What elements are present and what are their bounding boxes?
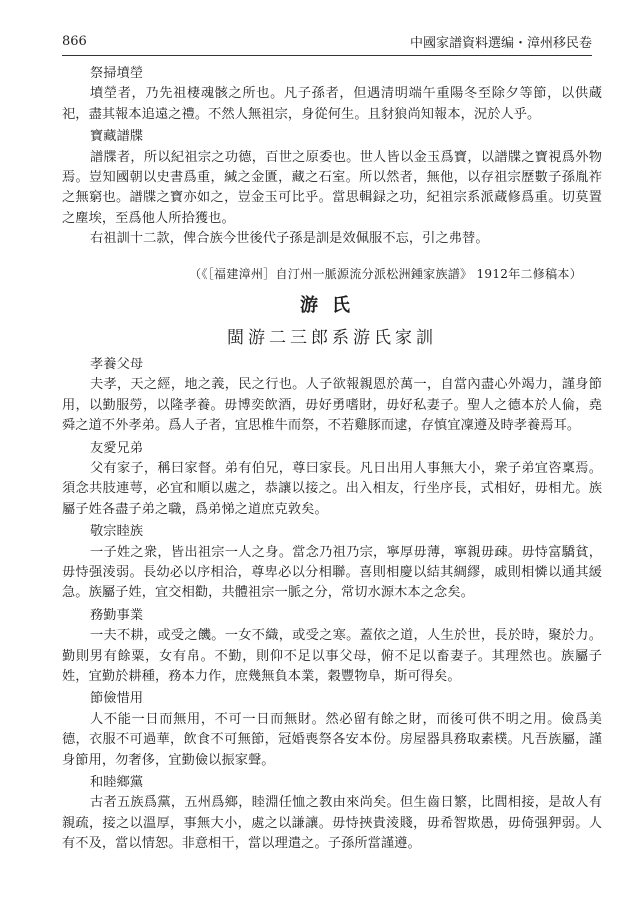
rule-paragraph: 夫孝，天之經，地之義，民之行也。人子欲報親恩於萬一，自當內盡心外竭力，謹身節用，以勤服勞，以隆孝養。毋博奕飲酒，毋好勇嗜財，毋好私妻子。聖人之德本於人倫，堯舜之道不外孝弟。爲人子者，宜思椎牛而祭，不若雞豚而逮，存慎宜凜遵及時孝養焉耳。	[62, 377, 602, 434]
header-divider	[62, 55, 592, 56]
rule-heading: 和睦鄉黨	[90, 775, 144, 790]
rule-heading: 節儉惜用	[90, 691, 144, 707]
rule-heading: 友愛兄弟	[90, 440, 144, 456]
rule-paragraph: 古者五族爲黨，五州爲鄉，睦淵任恤之教由來尚矣。但生齒日繁，比閭相接，是故人有親疏，接之以溫厚，事無大小，處之以謙讓。毋恃挾貴淩賤，毋希智欺愚，毋倚强狎弱。人有不及，當以情恕。非意相干，當以理遣之。子孫所當謹遵。	[62, 795, 602, 852]
rule-heading: 敬宗睦族	[90, 524, 144, 540]
rule-paragraph: 一夫不耕，或受之饑。一女不織，或受之寒。蓋依之道，人生於世，長於時，聚於力。勤則男有餘粟，女有帛。不勤，則仰不足以事父母，俯不足以畜妻子。其理然也。族屬子姓，宜勤於耕種，務本力作，庶幾無負本業，穀豐物阜，斯可得矣。	[62, 628, 602, 684]
rule-paragraph: 父有家子，稱曰家督。弟有伯兄，尊曰家長。凡日出用人事無大小，衆子弟宜咨稟焉。須念共肢連萼，必宜和順以處之，恭讓以接之。出入相友，行坐序長，式相好，毋相尤。族屬子姓各盡子弟之職，爲弟悌之道庶克敦矣。	[62, 460, 602, 517]
rule-heading: 孝養父母	[90, 356, 144, 372]
rule-paragraph: 人不能一日而無用，不可一日而無財。然必留有餘之財，而後可供不明之用。儉爲美德，衣服不可過華，飲食不可無節，冠婚喪祭各安本份。房屋器具務取素樸。凡吾族屬，謹身節用，勿奢侈，宜勤儉以振家聲。	[62, 711, 602, 768]
source-citation: （《［福建漳州］自汀州一脈源流分派松洲鍾家族譜》 1912年二修稿本）	[189, 266, 582, 281]
rule-section	[62, 522, 602, 604]
rule-heading: 寶藏譜牒	[90, 129, 144, 145]
rule-section	[62, 439, 602, 521]
rule-heading: 祭掃墳塋	[90, 66, 144, 81]
rule-section	[62, 606, 602, 688]
closing-paragraph: 右祖訓十二款，俾合族今世後代子孫是訓是效佩服不忘，引之弗替。	[90, 231, 489, 247]
book-title: 中國家譜資料選编・漳州移民卷	[409, 35, 592, 51]
rule-section	[62, 773, 602, 855]
rule-paragraph: 一子姓之衆，皆出祖宗一人之身。當念乃祖乃宗，寧厚毋薄，寧親毋疎。毋恃富驕貧，毋恃强淩弱。長幼必以序相洽，尊卑必以分相聯。喜則相慶以結其綢繆，戚則相憐以通其緩急。族屬子姓，宜交相勸，共體祖宗一脈之分，常切水源木本之念矣。	[62, 544, 602, 601]
rule-heading: 務勤事業	[90, 607, 144, 623]
rule-section	[62, 689, 602, 771]
rule-section	[62, 64, 602, 125]
clan-title: 游氏	[300, 295, 364, 317]
document-subtitle: 閩游二三郎系游氏家訓	[227, 328, 437, 349]
page-number: 866	[62, 33, 87, 49]
page-header	[62, 30, 592, 52]
rule-paragraph: 墳塋者，乃先祖棲魂骸之所也。凡子孫者，但遇清明端午重陽冬至除夕等節，以供蔵祀，盡其報本追遠之禮。不然人無祖宗，身從何生。且豺狼尚知報本，況於人乎。	[62, 86, 602, 122]
rule-section	[62, 355, 602, 437]
rule-section	[62, 127, 602, 229]
page-body	[62, 62, 602, 855]
rule-paragraph: 譜牒者，所以紀祖宗之功德，百世之原委也。世人皆以金玉爲寶，以譜牒之寶視爲外物焉。豈知國朝以史書爲重，緘之金匱，藏之石室。所以然者，無他，以存祖宗歷數子孫胤祚之無窮也。譜牒之寶亦如之，豈金玉可比乎。當思輯録之功，紀祖宗系派蔵修爲重。切莫置之塵埃，至爲他人所拾獲也。	[62, 149, 602, 226]
